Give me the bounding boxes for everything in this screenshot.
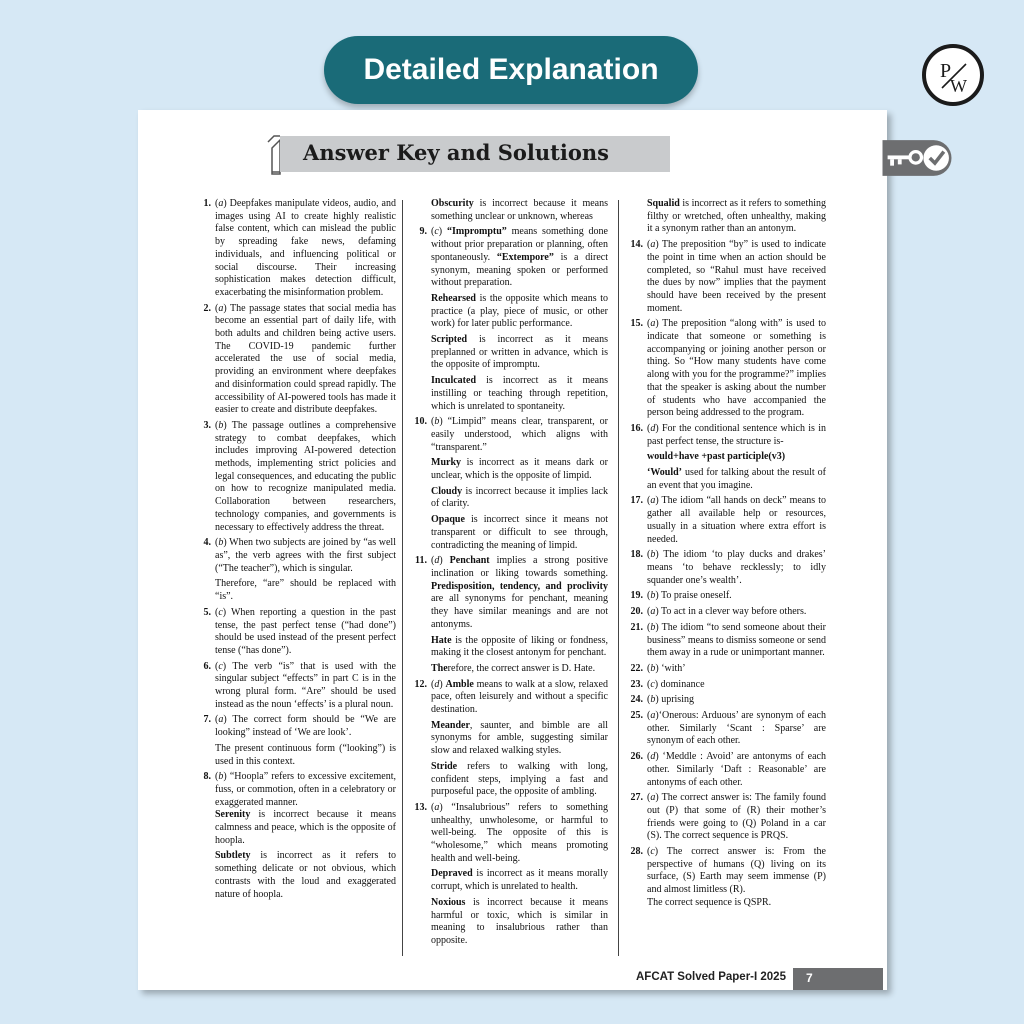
question-8: 8. (b) “Hoopla” refers to excessive excitement, fuss, or commotion, often in a celebratory or exaggerated manner. Serenity is incorrect because it means calmness and peace, which is the opposite of hoopla.	[203, 771, 396, 846]
question-12-note: Stride refers to walking with long, confident steps, implying a fast and purposeful pace, the opposite of ambling.	[431, 760, 608, 798]
question-4-note: Therefore, “are” should be replaced with “is”.	[215, 578, 396, 603]
question-18: 18. (b) The idiom ‘to play ducks and drakes’ means ‘to behave recklessly; to idly squander one’s wealth’.	[630, 549, 826, 586]
question-13-note: Depraved is incorrect as it means morally corrupt, which is unrelated to health.	[431, 868, 608, 893]
column-divider	[402, 200, 403, 956]
question-16: 16. (d) For the conditional sentence which is in past perfect tense, the structure is-	[630, 422, 826, 447]
question-28-note: The correct sequence is QSPR.	[647, 896, 772, 908]
answer-key-header	[266, 132, 744, 178]
question-12: 12. (d) Amble means to walk at a slow, relaxed pace, often leisurely and without a specific destination.	[414, 678, 608, 716]
question-7: 7. (a) The correct form should be “We are looking” instead of ‘We are look’.	[203, 714, 396, 739]
question-28: 28. (c) The correct answer is: From the perspective of humans (Q) living on its surface, (S) Earth may seem immense (P) and almost limitless (R).	[630, 846, 826, 896]
question-19: 19. (b) To praise oneself.	[630, 590, 732, 602]
question-12-note: Meander, saunter, and bimble are all synonyms for amble, suggesting similar slow and relaxed walking styles.	[431, 719, 608, 757]
column-1	[196, 198, 396, 904]
question-3: 3. (b) The passage outlines a comprehensive strategy to combat deepfakes, which includes improving AI-powered detection methods, implementing strict policies and legal consequences, and educating the public on how to recognize manipulated media. Collaboration between researchers, technology companies, and governments is necessary to effectively address the threat.	[203, 419, 396, 533]
solutions-page	[138, 110, 887, 990]
question-14: 14. (a) The preposition “by” is used to indicate the point in time when an action should be completed, so “Rahul must have received the dues by now” implies that the payment should have been received by the present moment.	[630, 239, 826, 314]
key-check-icon	[678, 135, 740, 171]
question-22: 22. (b) ‘with’	[630, 662, 686, 674]
column-3	[628, 198, 826, 913]
question-26: 26. (d) ‘Meddle : Avoid’ are antonyms of each other. Similarly ‘Daft : Reasonable’ are antonyms of each other.	[630, 751, 826, 788]
question-10-note: Murky is incorrect as it means dark or unclear, which is the opposite of limpid.	[431, 457, 608, 482]
pw-logo	[922, 44, 984, 106]
header-title: Answer Key and Solutions	[303, 139, 609, 165]
column-2	[412, 198, 608, 951]
question-6: 6. (c) The verb “is” that is used with the singular subject “effects” in part C is in the wrong plural form. “Are” should be used instead as the noun ‘effects’ is a plural noun.	[203, 660, 396, 710]
question-8-note: Subtlety is incorrect as it refers to something delicate or not obvious, which contrasts with the loud and exaggerated nature of hoopla.	[215, 850, 396, 900]
question-13-note: Squalid is incorrect as it refers to something filthy or wretched, often unhealthy, making it a synonym rather than an antonym.	[647, 198, 826, 235]
question-9-note: Inculcated is incorrect as it means instilling or teaching through repetition, which is unrelated to spontaneity.	[431, 375, 608, 412]
svg-text:P: P	[940, 60, 952, 82]
question-16-formula: would+have +past participle(v3)	[647, 451, 786, 463]
question-25: 25. (a)‘Onerous: Arduous’ are synonym of each other. Similarly ‘Scant : Sparse’ are synonym of each other.	[630, 710, 826, 747]
question-4: 4. (b) When two subjects are joined by “as well as”, the verb agrees with the first subject (“The teacher”), which is singular.	[203, 537, 396, 574]
question-21: 21. (b) The idiom “to send someone about their business” means to dismiss someone or send them away in a rude or unimportant manner.	[630, 621, 826, 659]
page-footer	[618, 968, 883, 990]
question-10-note: Cloudy is incorrect because it implies lack of clarity.	[431, 485, 608, 510]
detailed-explanation-banner	[324, 36, 698, 104]
footer-title: AFCAT Solved Paper-I 2025	[636, 971, 786, 983]
page-number: 7	[793, 968, 883, 990]
question-13-note: Noxious is incorrect because it means harmful or toxic, which is similar in meaning to insalubrious rather than opposite.	[431, 896, 608, 946]
question-1: 1. (a) Deepfakes manipulate videos, audio, and images using AI to create highly realistic false content, which can mislead the public by spreading fake news, defaming individuals, and influencing political or social discourse. Their increasing sophistication makes detection difficult, exacerbating the misinformation problem.	[203, 198, 396, 298]
question-8-continued: Obscurity is incorrect because it means something unclear or unknown, whereas	[431, 198, 608, 222]
svg-text:W: W	[950, 76, 967, 96]
question-9-note: Scripted is incorrect as it means preplanned or written in advance, which is the opposite of impromptu.	[431, 334, 608, 371]
question-20: 20. (a) To act in a clever way before others.	[630, 606, 807, 618]
question-10-note: Opaque is incorrect since it means not transparent or difficult to see through, contradicting the meaning of limpid.	[431, 514, 608, 551]
question-11: 11. (d) Penchant implies a strong positive inclination or liking towards something. Predisposition, tendency, and proclivity are all synonyms for penchant, meaning they have similar meanings and are not antonyms.	[415, 555, 608, 630]
column-divider	[618, 200, 619, 956]
question-5: 5. (c) When reporting a question in the past tense, the past perfect tense (“had done”) should be used instead of the present perfect tense (“has done”).	[203, 606, 396, 656]
question-11-note: Therefore, the correct answer is D. Hate.	[431, 662, 596, 674]
question-13: 13. (a) “Insalubrious” refers to something unhealthy, unwholesome, or harmful to well-being. The opposite of this is “wholesome,” which means promoting health and well-being.	[414, 801, 608, 864]
question-9-note: Rehearsed is the opposite which means to practice (a play, piece of music, or other work) for later public performance.	[431, 292, 608, 330]
question-24: 24. (b) uprising	[630, 694, 694, 706]
question-9: 9. (c) “Impromptu” means something done without prior preparation or planning, often spontaneously. “Extempore” is a direct synonym, meaning spoken or performed without preparation.	[419, 226, 608, 289]
question-7-note: The present continuous form (“looking”) is used in this context.	[215, 742, 396, 767]
question-17: 17. (a) The idiom “all hands on deck” means to gather all available help or resources, usually in a situation where extra effort is needed.	[630, 495, 826, 545]
question-10: 10. (b) “Limpid” means clear, transparent, or easily understood, which aligns with “transparent.”	[414, 416, 608, 453]
question-23: 23. (c) dominance	[630, 678, 705, 690]
banner-title: Detailed Explanation	[363, 53, 659, 86]
question-16-note: ‘Would’ used for talking about the result of an event that you imagine.	[647, 467, 826, 491]
question-11-note: Hate is the opposite of liking or fondness, making it the closest antonym for penchant.	[431, 634, 608, 659]
question-2: 2. (a) The passage states that social media has become an essential part of daily life, with both adults and children being active users. The COVID-19 pandemic further accelerated the use of social media, providing an environment where deepfakes and disinformation could spread rapidly. The accessibility of AI-powered tools has made it easier to create and distribute deepfakes.	[203, 302, 396, 416]
question-27: 27. (a) The correct answer is: The family found out (P) that some of (R) their mother’s friends were going to (Q) Poland in a car (S). The correct sequence is PRQS.	[630, 792, 826, 842]
question-15: 15. (a) The preposition “along with” is used to indicate that someone or something is accompanying or joining another person or thing. So “How many students have come along with you for the programme?” implies that the speaker is asking about the number of students who have accompanied the person being addressed to the program.	[630, 318, 826, 419]
